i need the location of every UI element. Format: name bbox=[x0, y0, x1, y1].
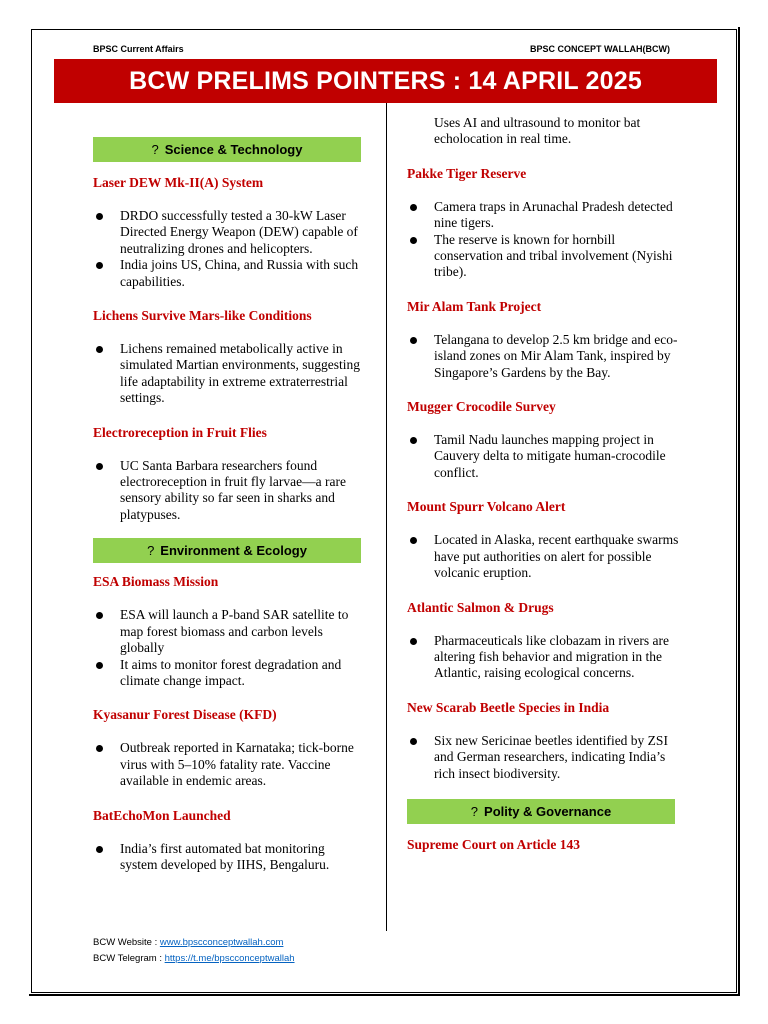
topic-title-kfd: Kyasanur Forest Disease (KFD) bbox=[93, 707, 277, 723]
topic-bullets-scarab-beetle bbox=[407, 733, 679, 782]
topic-title-mir-alam: Mir Alam Tank Project bbox=[407, 298, 542, 314]
topic-title-mount-spurr: Mount Spurr Volcano Alert bbox=[407, 499, 566, 515]
header-left-label: BPSC Current Affairs bbox=[93, 44, 184, 54]
topic-bullets-atlantic-salmon bbox=[407, 633, 679, 682]
topic-bullets-laser bbox=[93, 208, 365, 290]
topic-bullets-batechomon bbox=[93, 841, 365, 874]
footer-website bbox=[93, 937, 283, 948]
list-item: DRDO successfully tested a 30-kW Laser Directed Energy Weapon (DEW) capable of neutralizing drones and helicopters. bbox=[93, 208, 365, 257]
topic-bullets-mir-alam bbox=[407, 332, 679, 381]
section-title: Environment & Ecology bbox=[160, 543, 307, 559]
section-title: Science & Technology bbox=[164, 142, 303, 157]
topic-bullets-pakke bbox=[407, 199, 679, 281]
website-link[interactable]: www.bpscconceptwallah.com bbox=[159, 937, 284, 948]
header-right-label: BPSC CONCEPT WALLAH(BCW) bbox=[530, 44, 670, 54]
footer-website-label: BCW Website : bbox=[93, 937, 160, 948]
column-divider bbox=[386, 103, 387, 931]
topic-title-scarab-beetle: New Scarab Beetle Species in India bbox=[407, 699, 610, 715]
section-environment-ecology bbox=[93, 538, 361, 563]
list-item: Camera traps in Arunachal Pradesh detected nine tigers. bbox=[407, 199, 679, 232]
list-item: It aims to monitor forest degradation and climate change impact. bbox=[93, 657, 365, 690]
list-item: ESA will launch a P-band SAR satellite to map forest biomass and carbon levels globally bbox=[93, 607, 365, 656]
telegram-link[interactable]: https://t.me/bpscconceptwallah bbox=[164, 953, 295, 964]
list-item: Lichens remained metabolically active in simulated Martian environments, suggesting life adaptability in extreme extraterrestrial settings. bbox=[93, 341, 365, 407]
topic-bullets-kfd bbox=[93, 740, 365, 789]
left-column bbox=[93, 112, 365, 873]
batechomon-continued-text: Uses AI and ultrasound to monitor bat echolocation in real time. bbox=[434, 115, 641, 147]
topic-title-batechomon: BatEchoMon Launched bbox=[93, 807, 231, 823]
topic-title-lichens: Lichens Survive Mars-like Conditions bbox=[93, 308, 312, 324]
footer-telegram bbox=[93, 953, 295, 964]
topic-title-mugger: Mugger Crocodile Survey bbox=[407, 399, 556, 415]
section-symbol-icon: ? bbox=[147, 543, 155, 559]
section-symbol-icon: ? bbox=[470, 803, 479, 819]
list-item: The reserve is known for hornbill conservation and tribal involvement (Nyishi tribe). bbox=[407, 232, 679, 281]
section-title: Polity & Governance bbox=[484, 803, 612, 819]
list-item: India joins US, China, and Russia with such capabilities. bbox=[93, 257, 365, 290]
section-science-technology bbox=[93, 137, 361, 162]
topic-title-supreme-court: Supreme Court on Article 143 bbox=[407, 836, 580, 852]
topic-title-esa-biomass: ESA Biomass Mission bbox=[93, 574, 219, 590]
topic-bullets-mugger bbox=[407, 432, 679, 481]
page-title-banner: BCW PRELIMS POINTERS : 14 APRIL 2025 bbox=[54, 59, 717, 103]
list-item: Tamil Nadu launches mapping project in Cauvery delta to mitigate human-crocodile conflict. bbox=[407, 432, 679, 481]
topic-bullets-esa-biomass bbox=[93, 607, 365, 689]
list-item: Telangana to develop 2.5 km bridge and eco-island zones on Mir Alam Tank, inspired by Singapore’s Gardens by the Bay. bbox=[407, 332, 679, 381]
topic-title-electroreception: Electroreception in Fruit Flies bbox=[93, 424, 267, 440]
section-polity-governance bbox=[407, 799, 675, 824]
list-item: India’s first automated bat monitoring system developed by IIHS, Bengaluru. bbox=[93, 841, 365, 874]
topic-title-atlantic-salmon: Atlantic Salmon & Drugs bbox=[407, 599, 554, 615]
topic-title-pakke: Pakke Tiger Reserve bbox=[407, 165, 527, 181]
topic-bullets-mount-spurr bbox=[407, 532, 679, 581]
list-item: Six new Sericinae beetles identified by ZSI and German researchers, indicating India’s rich insect biodiversity. bbox=[407, 733, 679, 782]
topic-bullets-lichens bbox=[93, 341, 365, 407]
list-item: Outbreak reported in Karnataka; tick-borne virus with 5–10% fatality rate. Vaccine available in endemic areas. bbox=[93, 740, 365, 789]
topic-title-laser: Laser DEW Mk-II(A) System bbox=[93, 175, 264, 190]
list-item: Pharmaceuticals like clobazam in rivers are altering fish behavior and migration in the Atlantic, raising ecological concerns. bbox=[407, 633, 679, 682]
right-column bbox=[407, 112, 679, 853]
footer-telegram-label: BCW Telegram : bbox=[93, 953, 165, 964]
section-symbol-icon: ? bbox=[151, 142, 159, 157]
list-item: Located in Alaska, recent earthquake swarms have put authorities on alert for possible volcanic eruption. bbox=[407, 532, 679, 581]
list-item: UC Santa Barbara researchers found electroreception in fruit fly larvae—a rare sensory ability so far seen in sharks and platypuses. bbox=[93, 458, 365, 524]
topic-bullets-electroreception bbox=[93, 458, 365, 524]
